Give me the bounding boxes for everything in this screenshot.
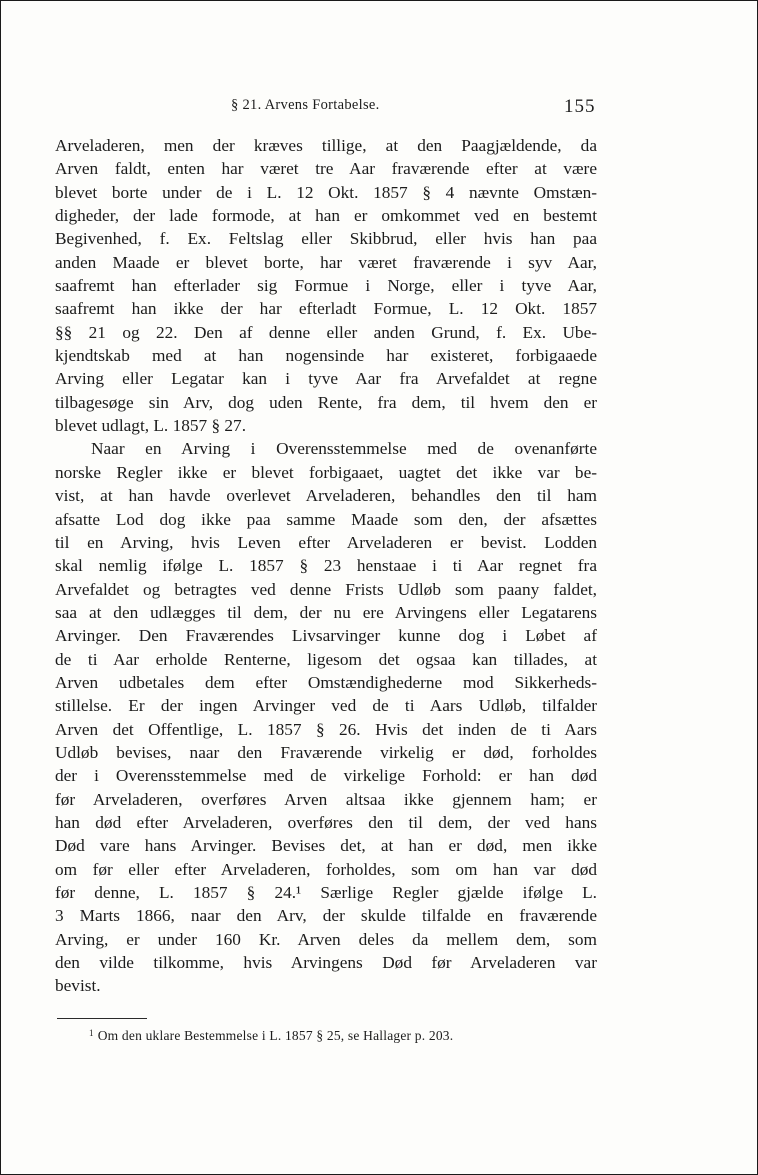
text-line: Arven det Offentlige, L. 1857 § 26. Hvis det inden de ti Aars [55, 719, 597, 739]
text-line: Begivenhed, f. Ex. Feltslag eller Skibbrud, eller hvis han paa [55, 229, 597, 249]
text-line: før Arveladeren, overføres Arven altsaa ikke gjennem ham; er [55, 789, 597, 809]
text-line: tilbagesøge sin Arv, dog uden Rente, fra dem, til hvem den er [55, 392, 597, 412]
footnote-text: Om den uklare Bestemmelse i L. 1857 § 25, se Hallager p. 203. [97, 1028, 454, 1043]
text-line: om før eller efter Arveladeren, forholdes, som om han var død [55, 859, 597, 879]
text-line: afsatte Lod dog ikke paa samme Maade som den, der afsættes [55, 509, 597, 529]
text-line: bevist. [55, 976, 101, 996]
page-number: 155 [564, 96, 596, 117]
text-line: til en Arving, hvis Leven efter Arveladeren er bevist. Lodden [55, 532, 597, 552]
text-line: saafremt han ikke der har efterladt Formue, L. 12 Okt. 1857 [55, 299, 597, 319]
text-line: før denne, L. 1857 § 24.¹ Særlige Regler gjælde ifølge L. [55, 883, 597, 902]
footnote-divider [57, 1018, 147, 1019]
text-line: Arvefaldet og betragtes ved denne Frists Udløb som paany faldet, [55, 579, 597, 599]
text-line: saa at den udlægges til dem, der nu ere Arvingens eller Legatarens [55, 602, 597, 622]
footnote [89, 1028, 453, 1044]
running-title: § 21. Arvens Fortabelse. [231, 97, 380, 113]
text-line: han død efter Arveladeren, overføres den til dem, der ved hans [55, 812, 597, 832]
text-line: 3 Marts 1866, naar den Arv, der skulde tilfalde en fraværende [55, 906, 597, 926]
text-line: Naar en Arving i Overensstemmelse med de ovenanførte [91, 439, 597, 459]
text-line: Arven udbetales dem efter Omstændighederne mod Sikkerheds- [55, 672, 597, 692]
text-line: anden Maade er blevet borte, har været fraværende i syv Aar, [55, 252, 597, 272]
text-line: Død vare hans Arvinger. Bevises det, at han er død, men ikke [55, 836, 597, 856]
text-line: skal nemlig ifølge L. 1857 § 23 henstaae i ti Aar regnet fra [55, 556, 597, 576]
text-line: digheder, der lade formode, at han er omkommet ved en bestemt [55, 206, 597, 226]
text-line: saafremt han efterlader sig Formue i Norge, eller i tyve Aar, [55, 276, 597, 296]
text-line: Udløb bevises, naar den Fraværende virkelig er død, forholdes [55, 742, 597, 762]
text-line: vist, at han havde overlevet Arveladeren, behandles den til ham [55, 486, 597, 506]
text-line: stillelse. Er der ingen Arvinger ved de ti Aars Udløb, tilfalder [55, 696, 597, 716]
text-line: norske Regler ikke er blevet forbigaaet, uagtet det ikke var be- [55, 462, 597, 482]
text-line: blevet udlagt, L. 1857 § 27. [55, 416, 247, 436]
text-line: Arven faldt, enten har været tre Aar fraværende efter at være [55, 159, 597, 179]
text-line: blevet borte under de i L. 12 Okt. 1857 § 4 nævnte Omstæn- [55, 182, 597, 202]
text-line: de ti Aar erholde Renterne, ligesom det ogsaa kan tillades, at [55, 649, 597, 669]
text-line: Arving eller Legatar kan i tyve Aar fra Arvefaldet at regne [55, 369, 597, 389]
text-line: der i Overensstemmelse med de virkelige Forhold: er han død [55, 766, 597, 786]
text-line: Arving, er under 160 Kr. Arven deles da mellem dem, som [55, 929, 597, 949]
footnote-marker: 1 [89, 1028, 94, 1038]
text-line: Arvinger. Den Fraværendes Livsarvinger kunne dog i Løbet af [55, 626, 597, 646]
body-text [55, 134, 597, 998]
text-line: Arveladeren, men der kræves tillige, at den Paagjældende, da [55, 136, 597, 155]
text-line: kjendtskab med at han nogensinde har existeret, forbigaaede [55, 346, 597, 366]
text-line: §§ 21 og 22. Den af denne eller anden Grund, f. Ex. Ube- [55, 322, 597, 342]
text-line: den vilde tilkomme, hvis Arvingens Død før Arveladeren var [55, 953, 597, 973]
